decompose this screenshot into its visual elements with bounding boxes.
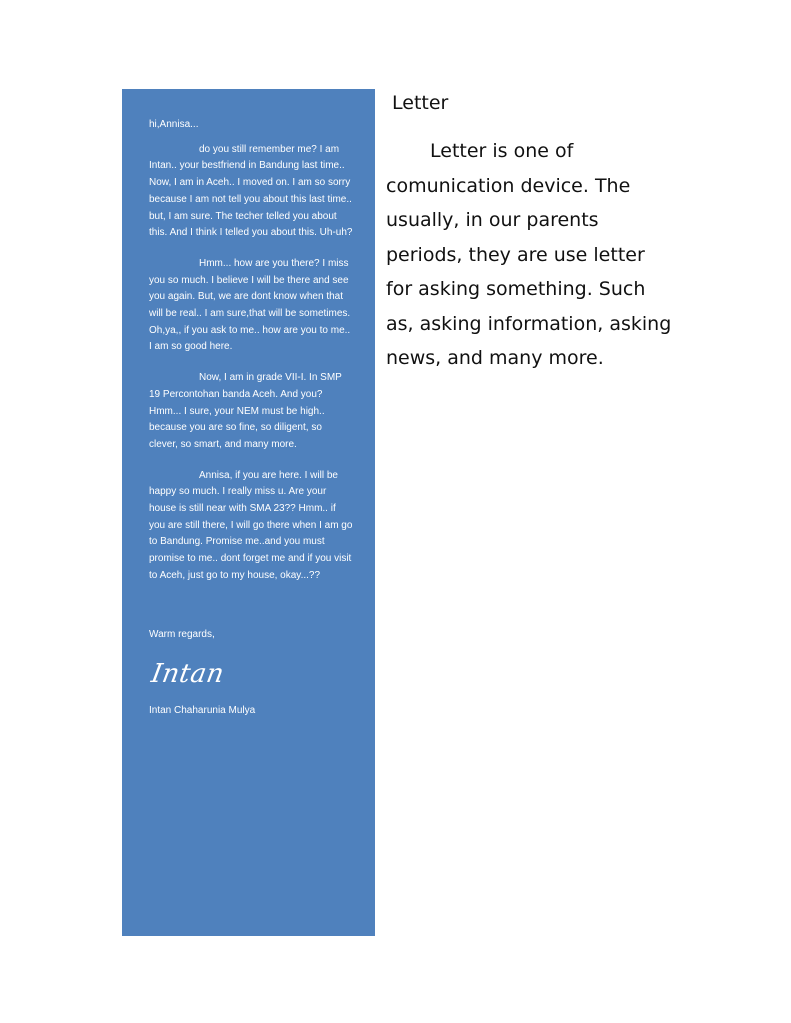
letter-sidebar-panel xyxy=(122,89,375,936)
sender-full-name: Intan Chaharunia Mulya xyxy=(149,705,256,717)
handwritten-signature: Intan xyxy=(149,659,227,690)
article-column xyxy=(386,88,676,376)
letter-paragraph-2: Hmm... how are you there? I miss you so much. I believe I will be there and see you again. But, we are dont know when that will be real.. I am sure,that will be sometimes. Oh,ya,, if you ask to me.. how are you to me.. I am so good here. xyxy=(149,257,351,353)
letter-paragraph-3: Now, I am in grade VII-I. In SMP 19 Percontohan banda Aceh. And you? Hmm... I sure, your NEM must be high.. because you are so fine, so diligent, so clever, so smart, and many more. xyxy=(149,372,342,450)
letter-paragraph-4: Annisa, if you are here. I will be happy so much. I really miss u. Are your house is still near with SMA 23?? Hmm.. if you are still there, I will go there when I am go to Bandung. Promise me..and you must promise to me.. dont forget me and if you visit to Aceh, just go to my house, okay...?? xyxy=(149,469,353,581)
letter-greeting: hi,Annisa... xyxy=(149,119,199,130)
article-body: Letter is one of comunication device. The usually, in our parents periods, they are use letter for asking something. Such as, asking information, asking news, and many more. xyxy=(386,140,672,369)
article-heading: Letter xyxy=(392,92,449,114)
letter-paragraph-1: do you still remember me? I am Intan.. your bestfriend in Bandung last time.. Now, I am in Aceh.. I moved on. I am so sorry because I am not tell you about this last time.. but, I am sure. The techer telled you about this. And I think I telled you about this. Uh-uh? xyxy=(149,143,353,239)
letter-closing: Warm regards, xyxy=(149,628,215,640)
